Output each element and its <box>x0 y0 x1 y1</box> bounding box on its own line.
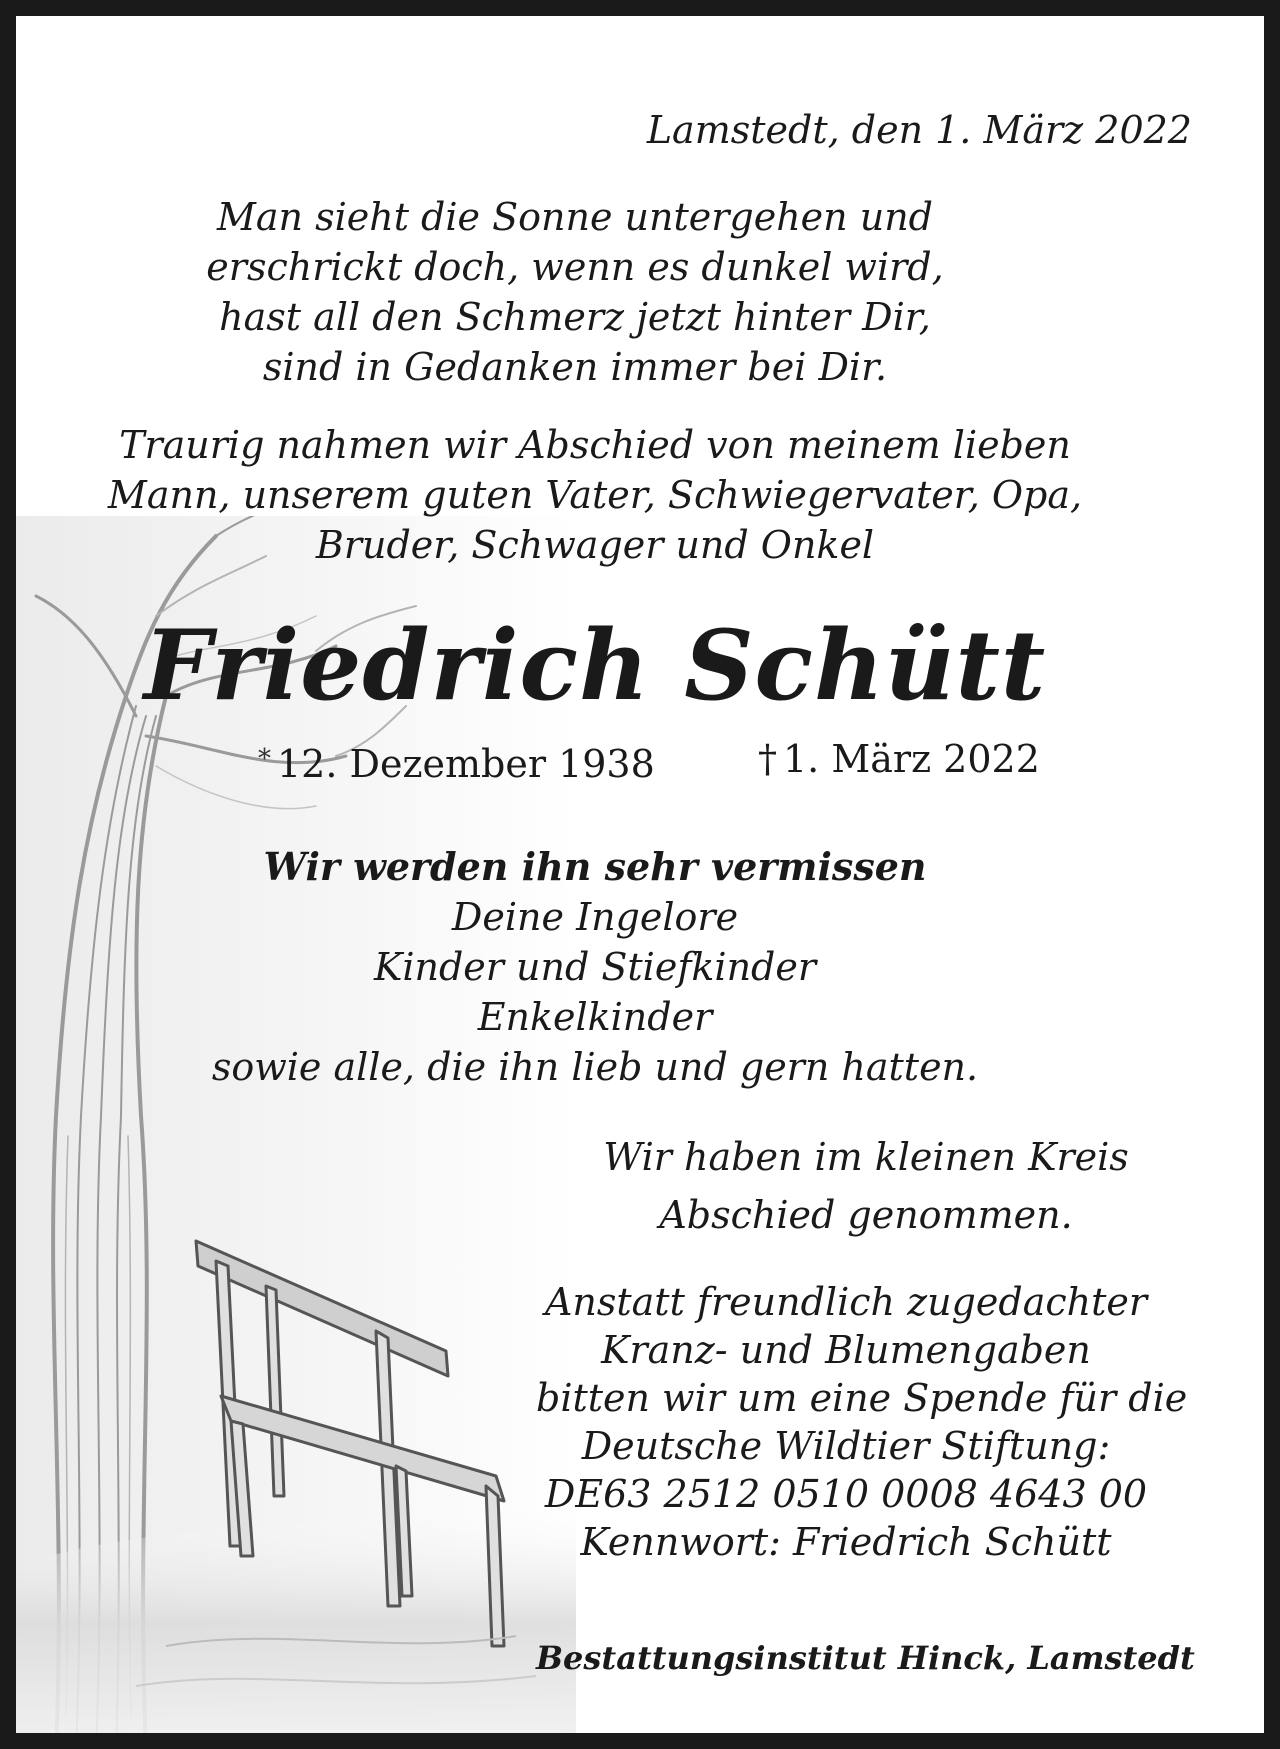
poem-line: sind in Gedanken immer bei Dir. <box>262 345 888 389</box>
farewell-line: Abschied genommen. <box>659 1193 1073 1237</box>
donation-line: bitten wir um eine Spende für die <box>536 1376 1188 1420</box>
intro-line: Traurig nahmen wir Abschied von meinem lieben <box>119 423 1071 467</box>
death-date-group <box>758 734 1040 784</box>
undertaker: Bestattungsinstitut Hinck, Lamstedt <box>536 1639 1195 1677</box>
donation-foundation: Deutsche Wildtier Stiftung: <box>581 1424 1111 1468</box>
donation-line: Anstatt freundlich zugedachter <box>544 1280 1148 1324</box>
mourner-line: Deine Ingelore <box>451 895 739 939</box>
donation-iban: DE63 2512 0510 0008 4643 00 <box>544 1472 1148 1516</box>
farewell-note <box>576 1128 1156 1244</box>
poem-line: hast all den Schmerz jetzt hinter Dir, <box>219 295 931 339</box>
mourners-headline: Wir werden ihn sehr vermissen <box>263 844 927 889</box>
intro-line: Mann, unserem guten Vater, Schwiegervater, Opa, <box>107 473 1083 517</box>
mourners <box>16 842 1264 1092</box>
donation-line: Kranz- und Blumengaben <box>601 1328 1091 1372</box>
mourner-line: Enkelkinder <box>477 995 713 1039</box>
birth-date: 12. Dezember 1938 <box>277 742 655 786</box>
birth-date-group <box>258 734 655 789</box>
donation-request <box>536 1278 1188 1566</box>
death-cross-icon: † <box>758 737 777 781</box>
poem <box>16 192 1264 392</box>
death-date: 1. März 2022 <box>783 737 1040 781</box>
place-date: Lamstedt, den 1. März 2022 <box>646 108 1192 152</box>
poem-line: Man sieht die Sonne untergehen und <box>216 195 933 239</box>
deceased-name: Friedrich Schütt <box>143 609 1047 722</box>
intro-line: Bruder, Schwager und Onkel <box>315 523 875 567</box>
poem-line: erschrickt doch, wenn es dunkel wird, <box>206 245 944 289</box>
intro-text <box>16 420 1264 570</box>
birth-star-icon: * <box>258 744 271 774</box>
farewell-line: Wir haben im kleinen Kreis <box>603 1135 1129 1179</box>
mourner-line: Kinder und Stiefkinder <box>373 945 817 989</box>
mourner-line: sowie alle, die ihn lieb und gern hatten. <box>211 1045 979 1089</box>
deceased-name-block <box>16 606 1264 726</box>
donation-keyword: Kennwort: Friedrich Schütt <box>580 1520 1112 1564</box>
